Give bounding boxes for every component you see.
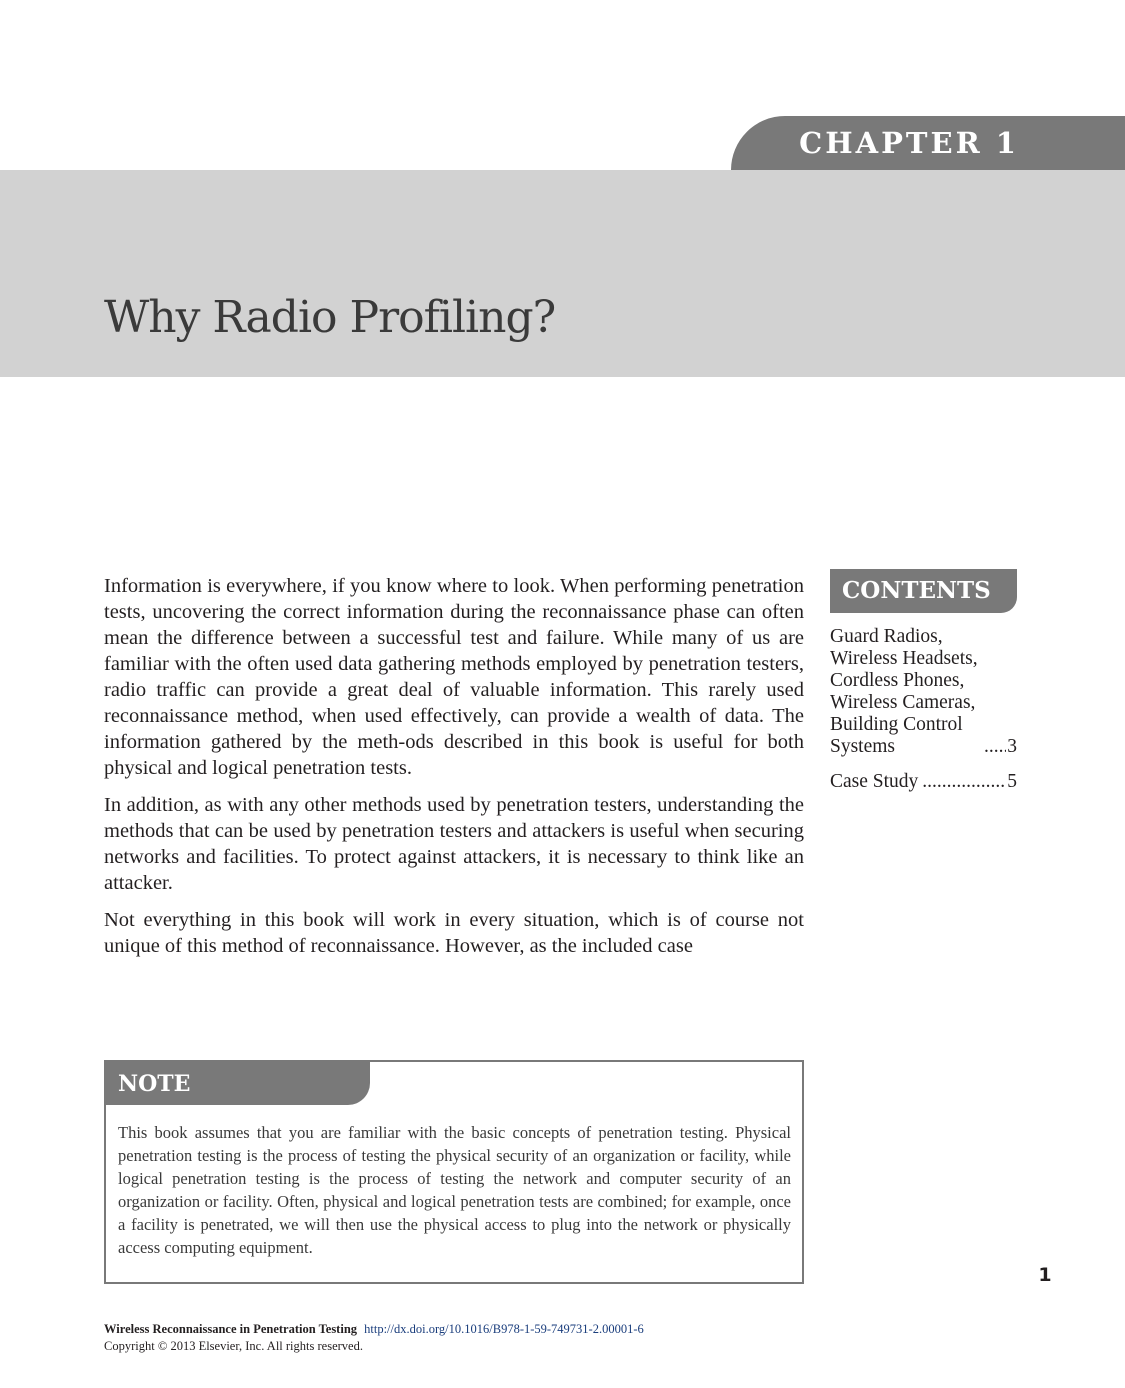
note-heading: NOTE (118, 1071, 191, 1097)
paragraph: Not everything in this book will work in every situation, which is of course not unique of this method of reconnaissance. However, as the included case (104, 909, 804, 957)
toc-leader-dots (984, 736, 1006, 758)
note-header (106, 1062, 370, 1105)
paragraph: Information is everywhere, if you know where to look. When performing penetration tests, uncovering the correct information during the reconnaissance phase can often mean the difference between a successful test and failure. While many of us are familiar with the often used data gathering methods employed by penetration testers, radio traffic can provide a great deal of valuable information. This rarely used reconnaissance method, when used effectively, can provide a wealth of data. The information gathered by the meth-ods described in this book is useful for both physical and logical penetration tests. (104, 575, 804, 779)
footer-citation (104, 1321, 904, 1338)
page-number: 1 (1038, 1264, 1052, 1286)
footer-copyright: Copyright © 2013 Elsevier, Inc. All rights reserved. (104, 1339, 363, 1353)
toc-item[interactable] (830, 626, 1017, 758)
doi-link[interactable]: http://dx.doi.org/10.1016/B978-1-59-749731-2.00001-6 (364, 1322, 644, 1336)
toc-leader-dots (922, 771, 1006, 793)
footer (104, 1321, 904, 1355)
contents-sidebar (830, 569, 1017, 793)
toc-item-page: 3 (1007, 736, 1017, 757)
footer-book-title: Wireless Reconnaissance in Penetration Testing (104, 1322, 358, 1336)
chapter-title: Why Radio Profiling? (104, 292, 556, 343)
chapter-label: CHAPTER 1 (799, 126, 1019, 160)
body-text (104, 573, 804, 970)
contents-heading: CONTENTS (830, 569, 1017, 613)
note-box (104, 1060, 804, 1284)
chapter-tab (731, 116, 1125, 170)
paragraph: In addition, as with any other methods used by penetration testers, understanding the methods that can be used by penetration testers and attackers is useful when securing networks and facilities. To protect against attackers, it is necessary to think like an attacker. (104, 794, 804, 894)
toc-item-text: Guard Radios, Wireless Headsets, Cordless Phones, Wireless Cameras, Building Control Systems (830, 626, 978, 757)
toc-item-text: Case Study (830, 771, 919, 792)
toc-item[interactable] (830, 771, 1017, 793)
note-text: This book assumes that you are familiar with the basic concepts of penetration testing. Physical penetration testing is the process of testing the physical security of an organization or facility, while logical penetration testing is the process of testing the network and computer security of an organization or facility. Often, physical and logical penetration tests are combined; for example, once a facility is penetrated, we will then use the physical access to plug into the network or physically access computing equipment. (118, 1123, 791, 1257)
toc-item-page: 5 (1007, 771, 1017, 792)
title-band (0, 170, 1125, 377)
